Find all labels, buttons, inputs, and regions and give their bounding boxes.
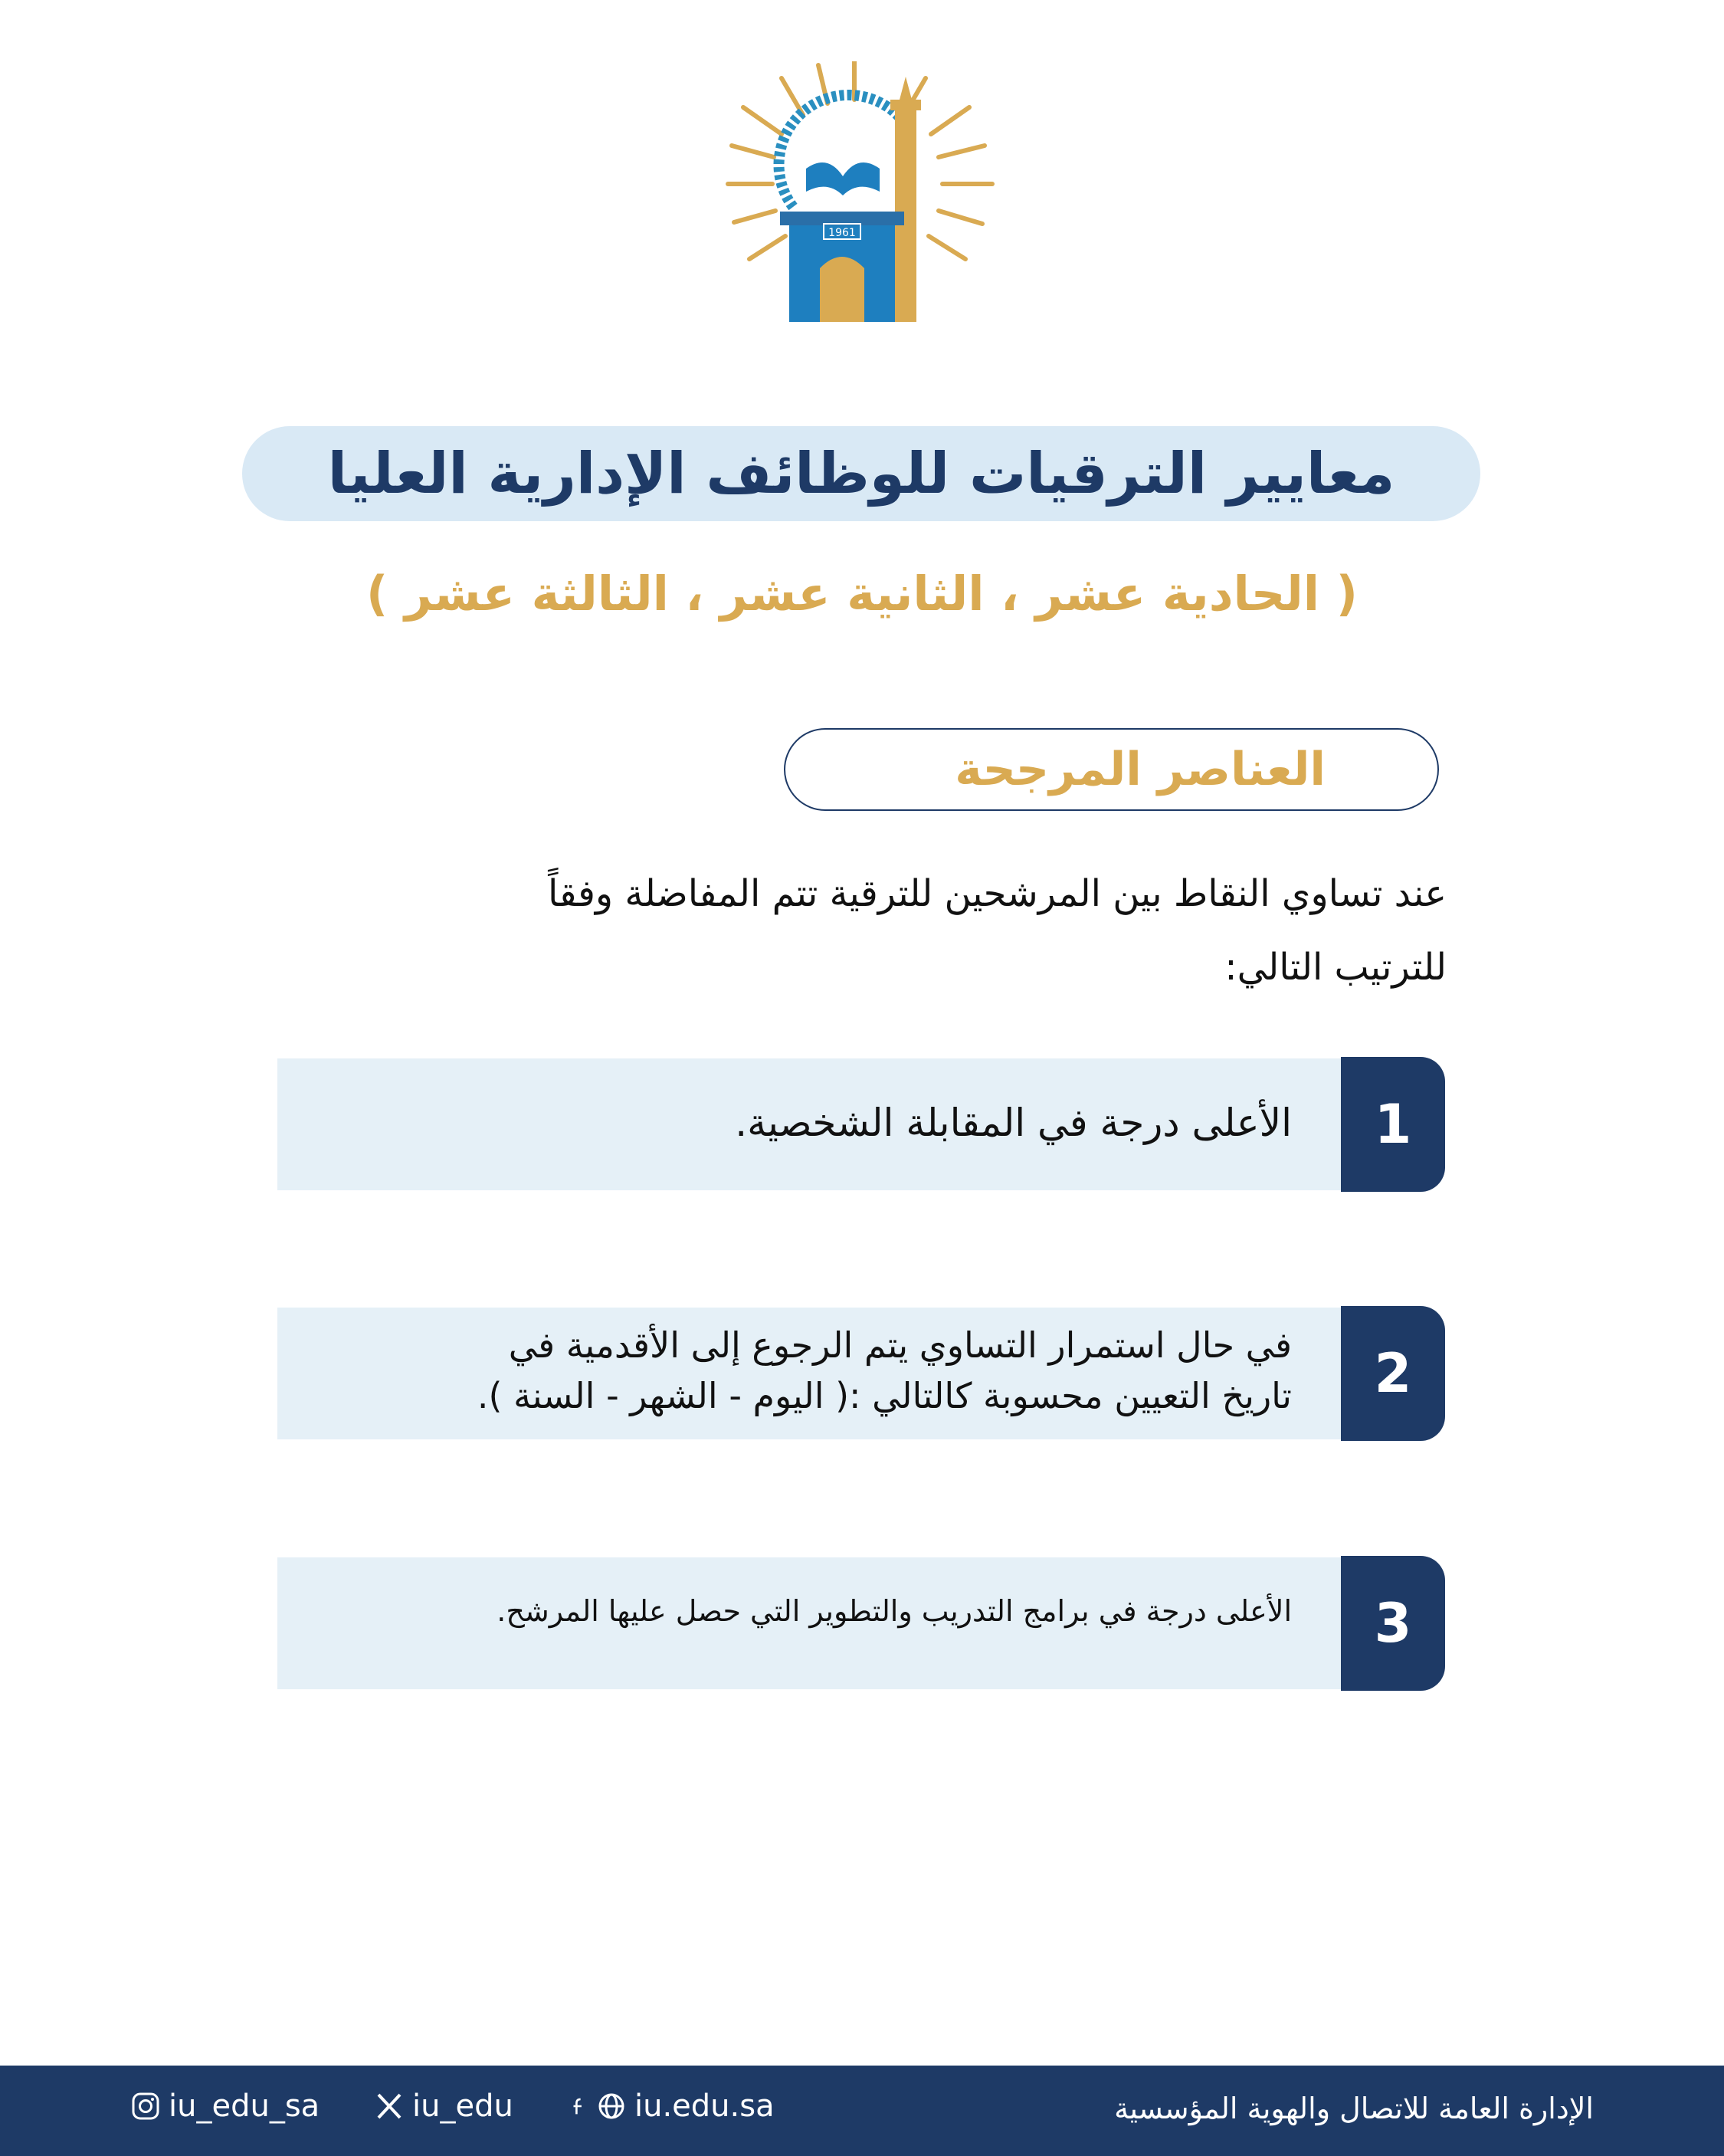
criterion-number-3: 3 [1341,1556,1445,1691]
criterion-number-2: 2 [1341,1306,1445,1441]
criterion-text-3: الأعلى درجة في برامج التدريب والتطوير التي حصل عليها المرشح. [497,1594,1292,1628]
intro-paragraph [221,857,1447,1004]
facebook-icon [569,2091,588,2122]
x-link[interactable]: iu_edu [374,2089,513,2124]
svg-text:1961: 1961 [828,227,856,239]
page-title: معايير الترقيات للوظائف الإدارية العليا [327,441,1395,507]
instagram-icon [130,2091,161,2122]
x-icon [374,2091,405,2122]
section-heading-pill [784,728,1439,811]
instagram-link[interactable]: iu_edu_sa [130,2089,320,2124]
intro-line: للترتيب التالي: [1224,946,1447,989]
section-heading: العناصر المرجحة [955,743,1326,796]
university-logo [720,61,1004,330]
intro-line: عند تساوي النقاط بين المرشحين للترقية تتم المفاضلة وفقاً [548,872,1447,915]
criterion-text-2: في حال استمرار التساوي يتم الرجوع إلى الأقدمية في تاريخ التعيين محسوبة كالتالي :( اليوم - الشهر - السنة ). [477,1324,1292,1416]
criterion-number-1: 1 [1341,1057,1445,1192]
page-subtitle: ( الحادية عشر ، الثانية عشر ، الثالثة عشر ) [366,566,1358,622]
title-banner [242,426,1480,521]
criterion-text-1: الأعلى درجة في المقابلة الشخصية. [735,1101,1292,1145]
department-name: الإدارة العامة للاتصال والهوية المؤسسية [1114,2092,1594,2125]
globe-icon [596,2091,627,2122]
footer-bar [0,2066,1724,2156]
website-link[interactable]: iu.edu.sa [569,2089,775,2124]
